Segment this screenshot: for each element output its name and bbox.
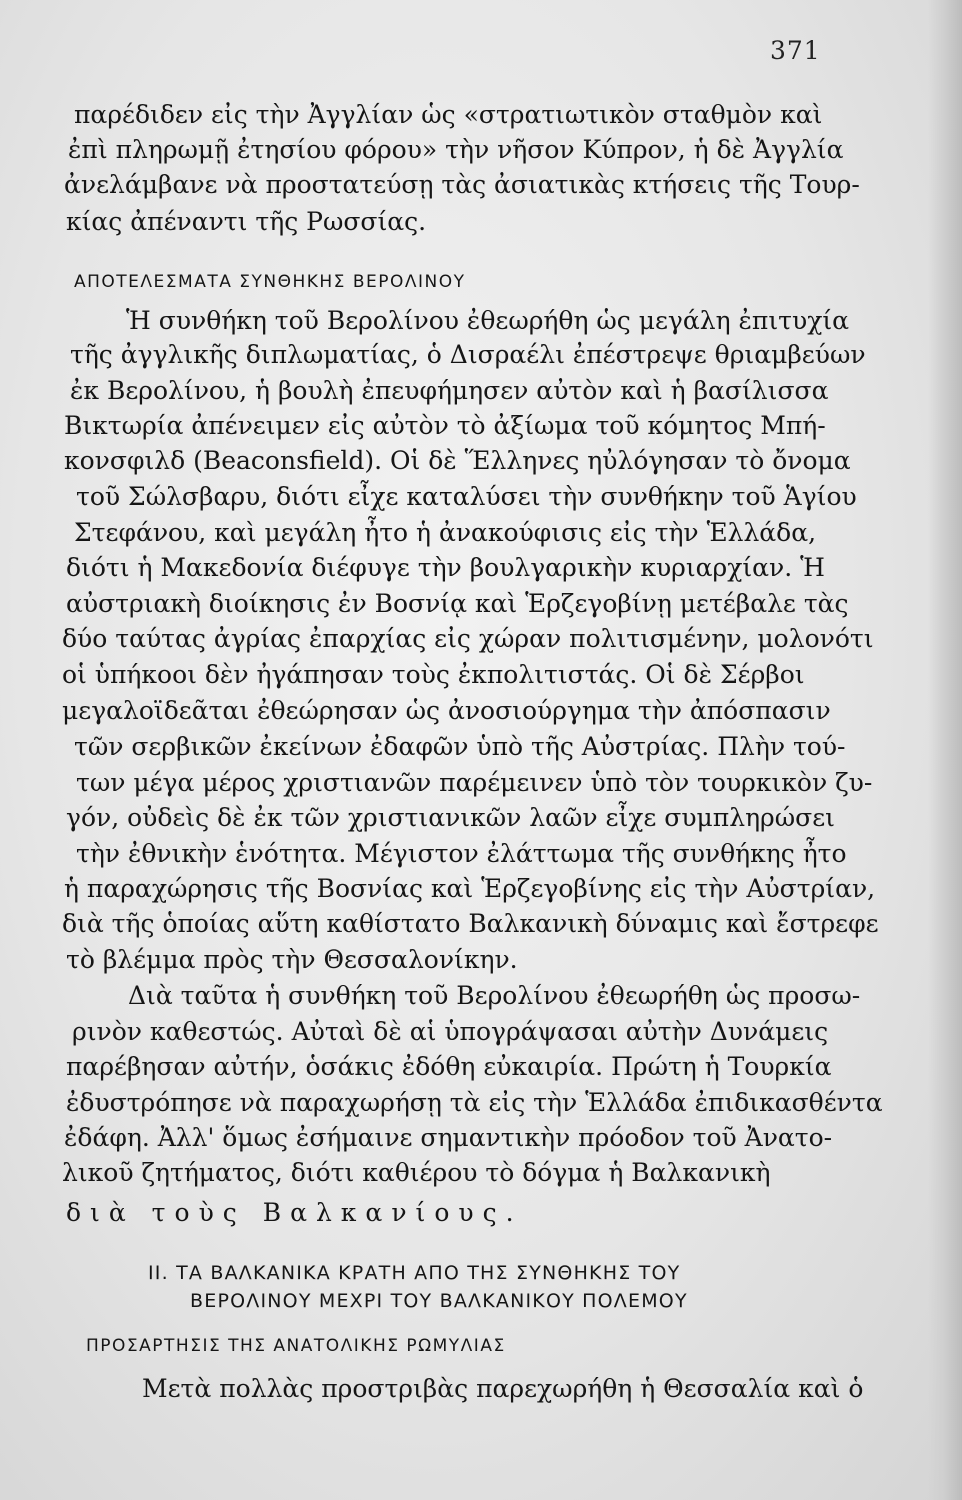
section-heading: ΑΠΟΤΕΛΕΣΜΑΤΑ ΣΥΝΘΗΚΗΣ ΒΕΡΟΛΙΝΟΥ	[74, 272, 466, 292]
text-line: ἐδυστρόπησε νὰ παραχωρήσῃ τὰ εἰς τὴν Ἑλλάδα ἐπιδικασθέντα	[66, 1088, 883, 1117]
text-line: κονσφιλδ (Beaconsfield). Οἱ δὲ Ἕλληνες ηὐλόγησαν τὸ ὄνομα	[64, 446, 851, 475]
text-line: τὴν ἐθνικὴν ἑνότητα. Μέγιστον ἐλάττωμα τῆς συνθήκης ἦτο	[76, 839, 847, 868]
text-line: ἡ παραχώρησις τῆς Βοσνίας καὶ Ἑρζεγοβίνης εἰς τὴν Αὐστρίαν,	[64, 874, 876, 903]
text-line: τῆς ἀγγλικῆς διπλωματίας, ὁ Δισραέλι ἐπέστρεψε θριαμβεύων	[70, 340, 866, 369]
section-heading: ΠΡΟΣΑΡΤΗΣΙΣ ΤΗΣ ΑΝΑΤΟΛΙΚΗΣ ΡΩΜΥΛΙΑΣ	[86, 1336, 506, 1356]
text-line: αὐστριακὴ διοίκησις ἐν Βοσνίᾳ καὶ Ἑρζεγοβίνῃ μετέβαλε τὰς	[66, 589, 849, 618]
text-line: γόν, οὐδεὶς δὲ ἐκ τῶν χριστιανικῶν λαῶν εἶχε συμπληρώσει	[66, 803, 835, 832]
text-line: Μετὰ πολλὰς προστριβὰς παρεχωρήθη ἡ Θεσσαλία καὶ ὁ	[142, 1374, 864, 1403]
text-line: των μέγα μέρος χριστιανῶν παρέμεινεν ὑπὸ τὸν τουρκικὸν ζυ-	[76, 768, 873, 797]
page-edge-shadow	[928, 0, 962, 1500]
text-line: λικοῦ ζητήματος, διότι καθιέρου τὸ δόγμα ἡ Βαλκανικὴ	[62, 1158, 771, 1187]
text-line: τῶν σερβικῶν ἐκείνων ἐδαφῶν ὑπὸ τῆς Αὐστρίας. Πλὴν τού-	[74, 732, 846, 761]
text-line: οἱ ὑπήκοοι δὲν ἠγάπησαν τοὺς ἐκπολιτιστάς. Οἱ δὲ Σέρβοι	[62, 660, 805, 689]
text-line: ἐδάφη. Ἀλλ' ὅμως ἐσήμαινε σημαντικὴν πρόοδον τοῦ Ἀνατο-	[64, 1123, 833, 1152]
text-line: παρέδιδεν εἰς τὴν Ἀγγλίαν ὡς «στρατιωτικὸν σταθμὸν καὶ	[74, 100, 823, 129]
text-line: ἐκ Βερολίνου, ἡ βουλὴ ἐπευφήμησεν αὐτὸν καὶ ἡ βασίλισσα	[70, 376, 829, 405]
text-line: ἀνελάμβανε νὰ προστατεύσῃ τὰς ἀσιατικὰς κτήσεις τῆς Τουρ-	[64, 170, 860, 199]
chapter-heading-line: ΒΕΡΟΛΙΝΟΥ ΜΕΧΡΙ ΤΟΥ ΒΑΛΚΑΝΙΚΟΥ ΠΟΛΕΜΟΥ	[190, 1290, 688, 1312]
text-line: Διὰ ταῦτα ἡ συνθήκη τοῦ Βερολίνου ἐθεωρήθη ὡς προσω-	[128, 981, 861, 1010]
text-line: διότι ἡ Μακεδονία διέφυγε τὴν βουλγαρικὴν κυριαρχίαν. Ἡ	[66, 553, 825, 582]
text-line: διὰ τῆς ὁποίας αὕτη καθίστατο Βαλκανικὴ δύναμις καὶ ἔστρεφε	[62, 909, 879, 938]
text-line: μεγαλοϊδεᾶται ἐθεώρησαν ὡς ἀνοσιούργημα τὴν ἀπόσπασιν	[62, 696, 831, 725]
text-line: Στεφάνου, καὶ μεγάλη ἦτο ἡ ἀνακούφισις εἰς τὴν Ἑλλάδα,	[74, 518, 817, 547]
page-number: 371	[770, 36, 821, 65]
text-line: τοῦ Σώλσβαρυ, διότι εἶχε καταλύσει τὴν συνθήκην τοῦ Ἁγίου	[76, 482, 857, 511]
text-line: Βικτωρία ἀπένειμεν εἰς αὐτὸν τὸ ἀξίωμα τοῦ κόμητος Μπή-	[64, 411, 826, 440]
text-line: τὸ βλέμμα πρὸς τὴν Θεσσαλονίκην.	[66, 945, 518, 974]
text-line: δύο ταύτας ἀγρίας ἐπαρχίας εἰς χώραν πολιτισμένην, μολονότι	[62, 624, 874, 653]
text-line: διὰ τοὺς Βαλκανίους.	[66, 1198, 523, 1227]
text-line: ἐπὶ πληρωμῇ ἐτησίου φόρου» τὴν νῆσον Κύπρον, ἡ δὲ Ἀγγλία	[68, 135, 844, 164]
text-line: Ἡ συνθήκη τοῦ Βερολίνου ἐθεωρήθη ὡς μεγάλη ἐπιτυχία	[126, 306, 850, 335]
text-line: ρινὸν καθεστώς. Αὐταὶ δὲ αἱ ὑπογράψασαι αὐτὴν Δυνάμεις	[72, 1017, 829, 1046]
text-line: παρέβησαν αὐτήν, ὁσάκις ἐδόθη εὐκαιρία. Πρώτη ἡ Τουρκία	[66, 1052, 832, 1081]
chapter-heading-line: ΙΙ. ΤΑ ΒΑΛΚΑΝΙΚΑ ΚΡΑΤΗ ΑΠΟ ΤΗΣ ΣΥΝΘΗΚΗΣ ΤΟΥ	[148, 1262, 681, 1284]
text-line: κίας ἀπέναντι τῆς Ρωσσίας.	[66, 207, 427, 236]
